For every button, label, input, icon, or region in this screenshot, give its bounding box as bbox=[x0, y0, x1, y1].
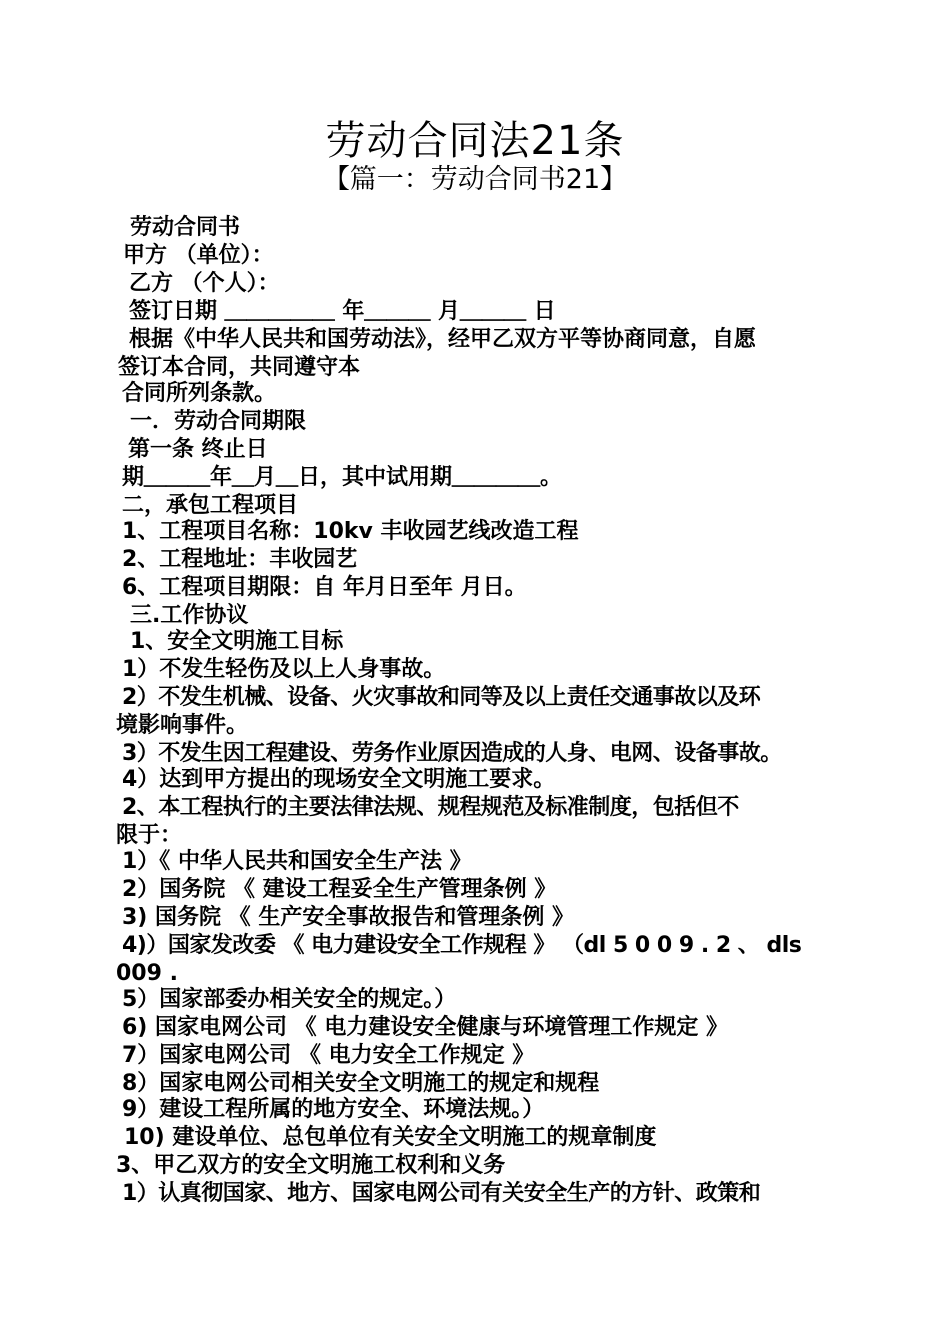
text-line: 10) 建设单位、总包单位有关安全文明施工的规章制度 bbox=[124, 1125, 657, 1150]
text-line: 2、本工程执行的主要法律法规、规程规范及标准制度，包括但不 bbox=[122, 795, 739, 820]
text-line: 6) 国家电网公司 《 电力建设安全健康与环境管理工作规定 》 bbox=[122, 1015, 729, 1040]
text-line: 4)）国家发改委 《 电力建设安全工作规程 》 （dl 5 0 0 9 . 2 、 dls bbox=[122, 933, 802, 958]
text-line: 境影响事件。 bbox=[116, 713, 249, 738]
text-line: 1、工程项目名称：10kv 丰收园艺线改造工程 bbox=[122, 519, 579, 544]
text-line: 甲方 （单位）： bbox=[123, 243, 274, 268]
text-line: 签订本合同，共同遵守本 bbox=[118, 355, 361, 380]
text-line: 1）不发生轻伤及以上人身事故。 bbox=[122, 657, 446, 682]
text-line: 6、工程项目期限：自 年月日至年 月日。 bbox=[122, 575, 527, 600]
text-line: 限于： bbox=[116, 823, 183, 848]
text-line: 根据《中华人民共和国劳动法》，经甲乙双方平等协商同意，自愿 bbox=[129, 327, 757, 352]
text-line: 第一条 终止日 bbox=[128, 437, 268, 462]
text-line: 1）认真彻国家、地方、国家电网公司有关安全生产的方针、政策和 bbox=[122, 1181, 761, 1206]
text-line: 5）国家部委办相关安全的规定。） bbox=[122, 987, 457, 1012]
text-line: 7）国家电网公司 《 电力安全工作规定 》 bbox=[122, 1043, 535, 1068]
text-line: 8）国家电网公司相关安全文明施工的规定和规程 bbox=[122, 1071, 600, 1096]
text-line: 签订日期 ＿＿＿＿＿ 年＿＿＿ 月＿＿＿ 日 bbox=[129, 299, 556, 324]
text-line: 1、安全文明施工目标 bbox=[130, 629, 344, 654]
text-line: 009 . bbox=[116, 961, 178, 986]
text-line: 2）不发生机械、设备、火灾事故和同等及以上责任交通事故以及环 bbox=[122, 685, 761, 710]
text-line: 4）达到甲方提出的现场安全文明施工要求。 bbox=[122, 767, 556, 792]
document-subtitle: 【篇一：劳动合同书21】 bbox=[322, 164, 628, 195]
text-line: 3、甲乙双方的安全文明施工权利和义务 bbox=[116, 1153, 506, 1178]
text-line: 9）建设工程所属的地方安全、环境法规。） bbox=[122, 1097, 545, 1122]
text-line: 三.工作协议 bbox=[130, 603, 249, 628]
text-line: 3) 国务院 《 生产安全事故报告和管理条例 》 bbox=[122, 905, 575, 930]
text-line: 2）国务院 《 建设工程妥全生产管理条例 》 bbox=[122, 877, 557, 902]
text-line: 2、工程地址：丰收园艺 bbox=[122, 547, 358, 572]
text-line: 合同所列条款。 bbox=[122, 381, 277, 406]
text-line: 二，承包工程项目 bbox=[122, 493, 299, 518]
text-line: 3）不发生因工程建设、劳务作业原因造成的人身、电网、设备事故。 bbox=[122, 741, 782, 766]
text-line: 乙方 （个人）： bbox=[129, 271, 280, 296]
text-line: 一．劳动合同期限 bbox=[130, 409, 307, 434]
text-line: 1）《 中华人民共和国安全生产法 》 bbox=[122, 849, 472, 874]
document-title: 劳动合同法21条 bbox=[325, 118, 625, 164]
text-line: 期＿＿＿年＿月＿日，其中试用期＿＿＿＿。 bbox=[122, 465, 563, 490]
text-line: 劳动合同书 bbox=[130, 215, 241, 240]
